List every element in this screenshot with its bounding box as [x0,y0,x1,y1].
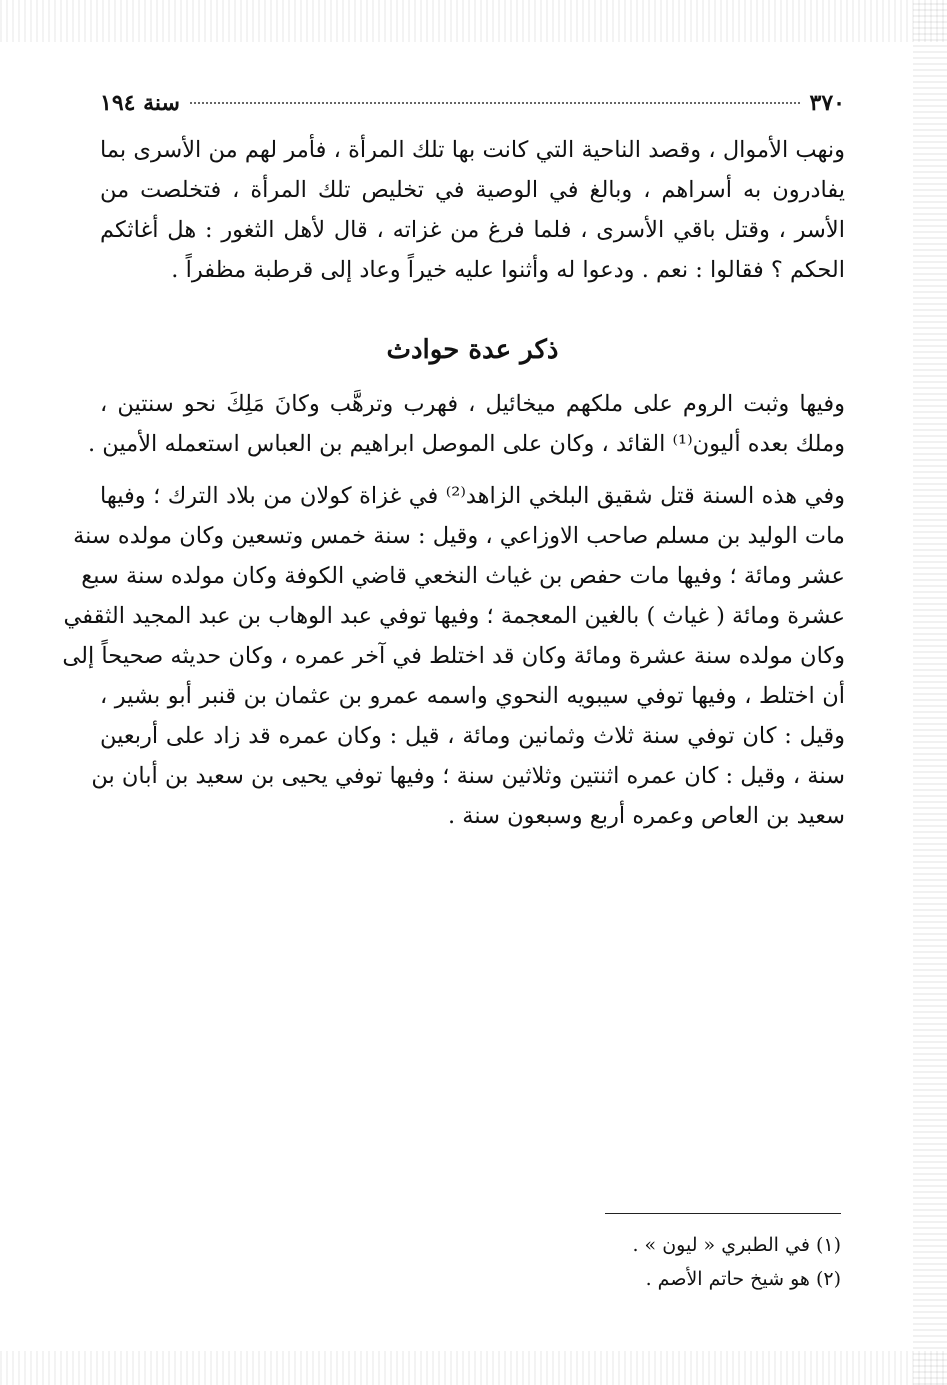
text-line: وكان مولده سنة عشرة ومائة وكان قد اختلط في آخر عمره ، وكان حديثه صحيحاً إلى [62,643,845,669]
text-line: عشرة ومائة ( غياث ) بالغين المعجمة ؛ وفيها توفي عبد الوهاب بن عبد المجيد الثقفي [63,603,845,629]
text-line: وقيل : كان توفي سنة ثلاث وثمانين ومائة ، قيل : وكان عمره قد زاد على أربعين [100,723,845,749]
page-number: ٣٧٠ [809,90,845,116]
paragraph-3 [62,476,845,836]
text-line: وفيها وثبت الروم على ملكهم ميخائيل ، فهرب وترهَّب وكانَ مَلِكَ نحو سنتين ، [100,391,845,417]
page-body [62,90,845,836]
year-label: سنة ١٩٤ [100,90,180,116]
footnote-rule [605,1213,841,1214]
text-line: الأسر ، وقتل باقي الأسرى ، فلما فرغ من غزاته ، قال لأهل الثغور : هل أغاثكم [100,217,845,243]
text-line: أن اختلط ، وفيها توفي سيبويه النحوي واسمه عمرو بن عثمان بن قنبر أبو بشير ، [100,683,845,709]
text-line: يفادرون به أسراهم ، وبالغ في الوصية في تخليص تلك المرأة ، فتخلصت من [100,177,845,203]
text-line: سنة ، وقيل : كان عمره اثنتين وثلاثين سنة ؛ وفيها توفي يحيى بن سعيد بن أبان بن [91,763,845,789]
section-heading: ذكر عدة حوادث [386,335,559,365]
footnote-2: (٢) هو شيخ حاتم الأصم . [645,1268,841,1290]
paragraph-2 [87,384,845,464]
text-line: عشر ومائة ؛ وفيها مات حفص بن غياث النخعي قاضي الكوفة وكان مولده سنة سبع [81,563,845,589]
footnote-1: (١) في الطبري « ليون » . [632,1234,841,1256]
text-line: وفي هذه السنة قتل شقيق البلخي الزاهد⁽²⁾ في غزاة كولان من بلاد الترك ؛ وفيها [100,483,845,509]
running-head [100,90,845,130]
scan-border-bottom [0,1351,947,1385]
paragraph-1 [100,130,845,290]
text-line: الحكم ؟ فقالوا : نعم . ودعوا له وأثنوا عليه خيراً وعاد إلى قرطبة مظفراً . [171,257,845,283]
text-line: سعيد بن العاص وعمره أربع وسبعون سنة . [447,803,845,829]
paragraph-gap [100,464,845,476]
text-line: وملك بعده أليون⁽¹⁾ القائد ، وكان على الموصل ابراهيم بن العباس استعمله الأمين . [87,431,845,457]
header-dotted-leader [190,102,800,104]
footnotes [560,1228,841,1296]
text-line: مات الوليد بن مسلم صاحب الاوزاعي ، وقيل : سنة خمس وتسعين وكان مولده سنة [73,523,845,549]
scan-border-right [913,0,947,1385]
text-line: ونهب الأموال ، وقصد الناحية التي كانت بها تلك المرأة ، فأمر لهم من الأسرى بما [100,137,845,163]
scan-border-top [0,0,947,42]
